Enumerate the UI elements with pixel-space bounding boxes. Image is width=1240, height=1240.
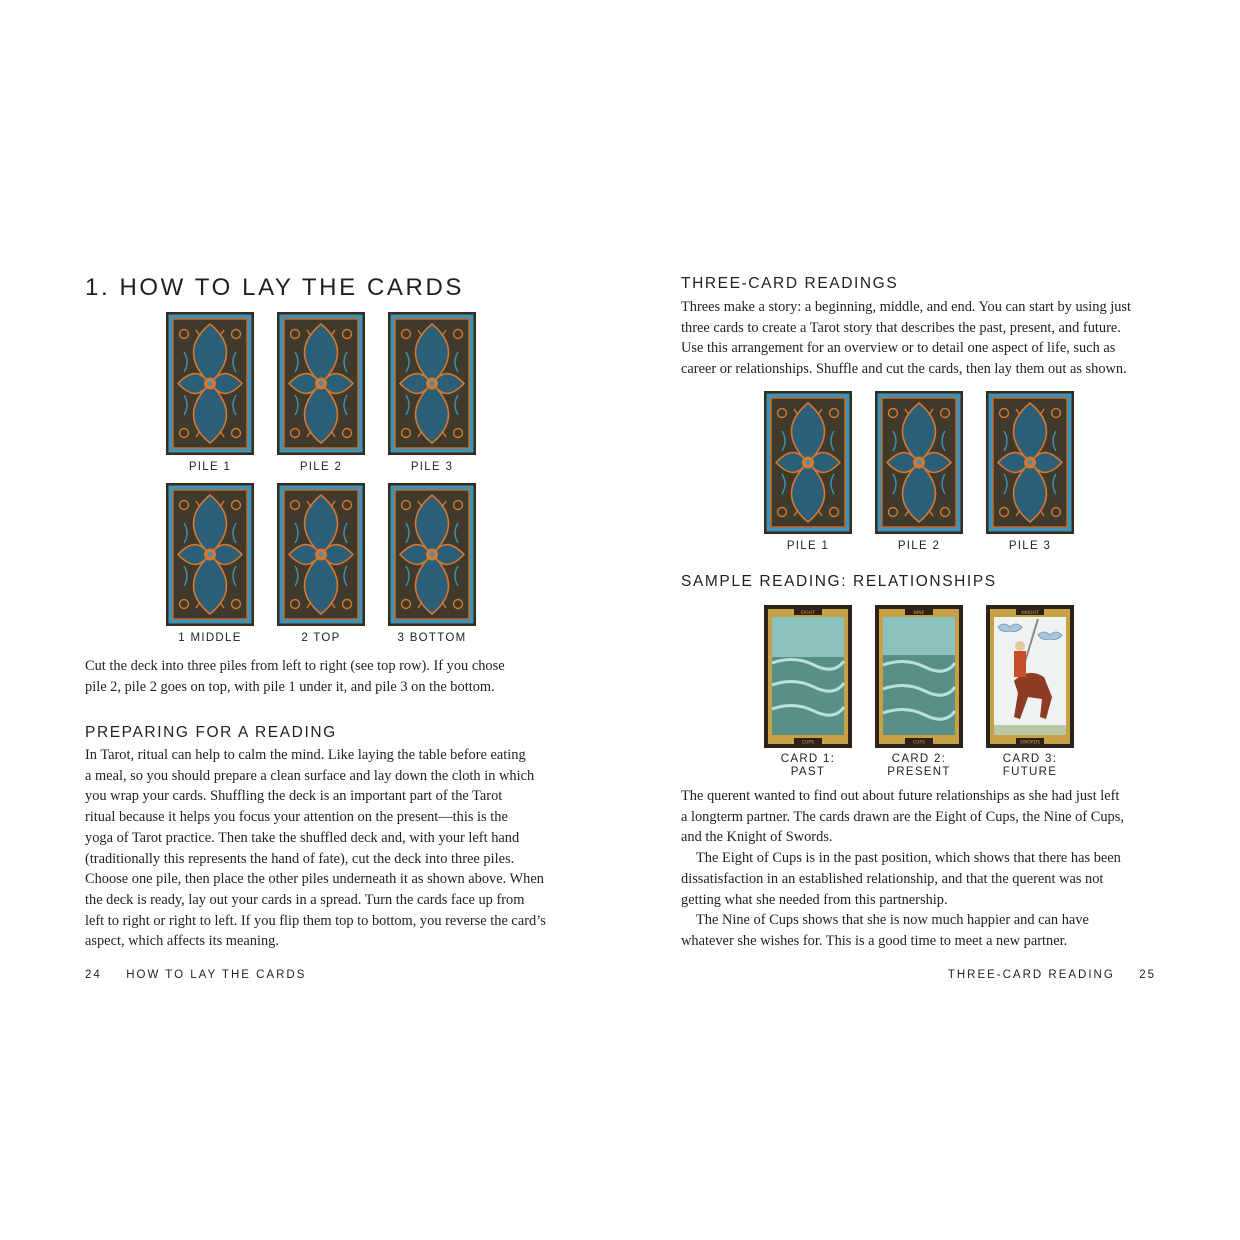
caption-pile-2: PILE 2 [897,540,941,552]
caption-line: FUTURE [1002,766,1058,778]
caption-card-3 [970,753,1090,779]
cut-instructions [85,656,505,697]
paragraph [681,786,1124,848]
card-back-pattern [277,312,365,455]
card-eight-of-cups [764,605,852,748]
caption-line: CARD 2: [891,753,947,765]
section-heading-sample: SAMPLE READING: RELATIONSHIPS [681,573,997,590]
eight-of-cups-illustration [764,605,852,748]
card-back-pile-2 [277,312,365,455]
right-footer [948,969,1156,981]
card-back-pattern [875,391,963,534]
running-head: THREE-CARD READING [947,969,1115,981]
text-line: Use this arrangement for an overview or to detail one aspect of life, such as [681,340,1116,357]
card-back-pile-3 [986,391,1074,534]
caption-pile-3: PILE 3 [1008,540,1052,552]
card-title: NINE [913,611,925,616]
caption-line: CARD 1: [780,753,836,765]
chapter-title: 1. HOW TO LAY THE CARDS [85,274,464,301]
text-line: aspect, which affects its meaning. [85,933,279,950]
text-line: career or relationships. Shuffle and cut the cards, then lay them out as shown. [681,361,1127,378]
card-back-bottom [388,483,476,626]
card-title: EIGHT [801,611,815,616]
card-title: KNIGHT [1021,611,1039,616]
nine-of-cups-illustration [875,605,963,748]
card-suit: CUPS [801,740,815,746]
caption-card-2 [859,753,979,779]
card-suit: SWORDS [1019,740,1041,746]
card-back-pile-2 [875,391,963,534]
page-number: 24 [85,969,102,981]
caption-card-1 [748,753,868,779]
text-line: In Tarot, ritual can help to calm the mind. Like laying the table before eating [85,747,526,763]
caption-bottom: 3 BOTTOM [397,632,467,644]
text-line: a longterm partner. The cards drawn are the Eight of Cups, the Nine of Cups, [681,808,1124,825]
caption-top: 2 TOP [301,632,341,644]
text-line: The querent wanted to find out about future relationships as she had just left [681,788,1120,804]
text-line: left to right or right to left. If you flip them top to bottom, you reverse the card’s [85,912,546,929]
running-head: HOW TO LAY THE CARDS [126,969,307,981]
text-line: dissatisfaction in an established relationship, and that the querent was not [681,870,1104,887]
text-line: Threes make a story: a beginning, middle, and end. You can start by using just [681,299,1132,315]
card-suit: CUPS [912,740,926,746]
text-line: the deck is ready, lay out your cards in a spread. Turn the cards face up from [85,891,525,908]
text-line: pile 2, pile 2 goes on top, with pile 1 under it, and pile 3 on the bottom. [85,678,495,695]
card-back-pile-1 [764,391,852,534]
card-back-pile-3 [388,312,476,455]
card-back-pattern [388,312,476,455]
text-line: ritual because it helps you focus your attention on the present—this is the [85,809,508,826]
card-back-pattern [388,483,476,626]
page-number: 25 [1139,969,1156,981]
caption-pile-2: PILE 2 [299,461,343,473]
text-line: The Eight of Cups is in the past position, which shows that there has been [696,850,1121,867]
caption-line: CARD 3: [1002,753,1058,765]
text-line: a meal, so you should prepare a clean surface and lay down the cloth in which [85,767,535,784]
text-line: Choose one pile, then place the other piles underneath it as shown above. When [85,871,544,888]
three-card-intro [681,297,1131,380]
text-line: (traditionally this represents the hand of fate), cut the deck into three piles. [85,850,515,867]
card-back-pattern [277,483,365,626]
caption-pile-1: PILE 1 [786,540,830,552]
section-heading-preparing: PREPARING FOR A READING [85,724,337,741]
knight-of-swords-illustration [986,605,1074,748]
section-heading-three-card: THREE-CARD READINGS [681,275,899,292]
text-line: The Nine of Cups shows that she is now much happier and can have [696,912,1089,929]
card-knight-of-swords [986,605,1074,748]
preparing-text [85,745,546,952]
paragraph [681,910,1124,951]
reading-text [681,786,1124,952]
card-back-pattern [166,312,254,455]
caption-line: PAST [790,766,826,778]
card-back-pattern [986,391,1074,534]
text-line: and the Knight of Swords. [681,829,833,846]
card-back-middle [166,483,254,626]
caption-line: PRESENT [887,766,951,778]
caption-pile-1: PILE 1 [188,461,232,473]
card-back-top [277,483,365,626]
text-line: whatever she wishes for. This is a good time to meet a new partner. [681,932,1068,949]
paragraph [681,848,1124,910]
card-nine-of-cups [875,605,963,748]
left-footer [85,969,306,981]
card-back-pile-1 [166,312,254,455]
text-line: three cards to create a Tarot story that describes the past, present, and future. [681,319,1121,336]
card-back-pattern [166,483,254,626]
text-line: yoga of Tarot practice. Then take the shuffled deck and, with your left hand [85,829,520,846]
text-line: getting what she needed from this partnership. [681,891,948,908]
right-page [620,0,1240,1240]
card-back-pattern [764,391,852,534]
text-line: you wrap your cards. Shuffling the deck is an important part of the Tarot [85,788,503,805]
caption-pile-3: PILE 3 [410,461,454,473]
caption-middle: 1 MIDDLE [178,632,242,644]
text-line: Cut the deck into three piles from left to right (see top row). If you chose [85,658,505,674]
